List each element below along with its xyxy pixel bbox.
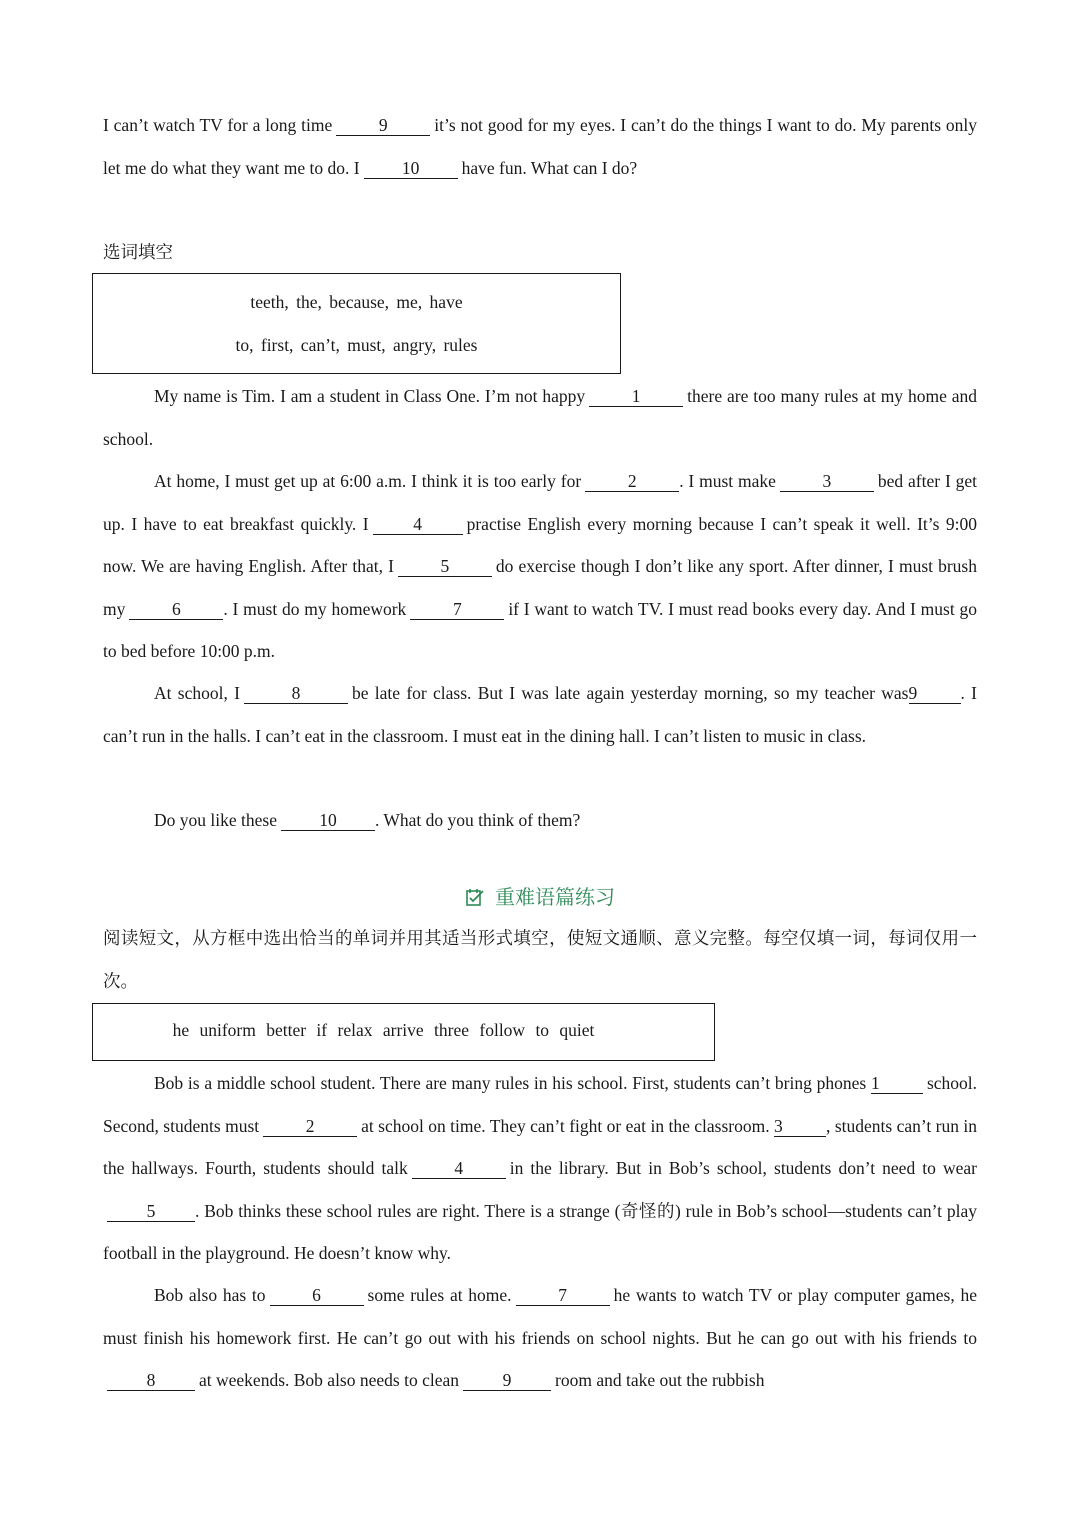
word-box-words: he uniform better if relax arrive three follow to quiet [172,1020,595,1040]
blank-7[interactable]: 7 [410,599,504,620]
blank-5[interactable]: 5 [107,1201,195,1222]
section-a-paragraph [103,104,977,189]
text: school. Second, students must [103,1073,978,1136]
blank-9[interactable]: 9 [463,1370,551,1391]
section-heading [0,882,1080,912]
blank-1[interactable]: 1 [589,386,683,407]
blank-4[interactable]: 4 [412,1158,506,1179]
blank-10[interactable]: 10 [364,158,458,179]
text: Do you like these [154,810,277,830]
text: some rules at home. [367,1285,512,1305]
text: do exercise though I don’t like any sport. After dinner, I must brush my [103,556,977,619]
text: At home, I must get up at 6:00 a.m. I think it is too early for [154,471,582,491]
text: . I must make [679,471,776,491]
blank-6[interactable]: 6 [129,599,223,620]
blank-2[interactable]: 2 [263,1116,357,1137]
text: have fun. What can I do? [461,157,638,178]
blank-3[interactable]: 3 [780,471,874,492]
blank-8[interactable]: 8 [107,1370,195,1391]
text: . Bob thinks these school rules are right. There is a strange (奇怪的) rule in Bob’s school—students can’t play football in the playground. He doesn’t know why. [103,1200,977,1263]
blank-4[interactable]: 4 [373,514,463,535]
section-c-paragraph-1 [103,1062,977,1275]
blank-9[interactable]: 9 [909,683,961,704]
word-box-c [92,1003,715,1061]
section-c-paragraph-2 [103,1274,977,1402]
text: At school, I [154,683,240,703]
section-b-paragraph-3 [103,672,977,757]
text: practise English every morning because I can’t speak it well. It’s 9:00 now. We are having English. After that, I [103,513,978,576]
text: it’s not good for my eyes. I can’t do the things I want to do. My parents only let me do what they want me to do. I [103,115,977,178]
notebook-check-icon [465,887,485,907]
word-box-row-1: teeth, the, because, me, have [250,292,463,312]
text: I can’t watch TV for a long time [103,115,333,135]
text: room and take out the rubbish [555,1370,765,1390]
text: . I can’t run in the halls. I can’t eat in the classroom. I must eat in the dining hall. I can’t listen to music in class. [103,683,977,746]
blank-1[interactable]: 1 [871,1073,923,1094]
section-b-paragraph-1 [103,375,977,460]
text: . I must do my homework [223,598,407,619]
text: he wants to watch TV or play computer games, he must finish his homework first. He can’t go out with his friends on school nights. But he can go out with his friends to [103,1285,977,1348]
section-heading-text: 重难语篇练习 [495,885,615,909]
blank-8[interactable]: 8 [244,683,348,704]
word-box-b [92,273,621,374]
blank-3[interactable]: 3 [774,1116,826,1137]
text: . What do you think of them? [374,810,581,830]
text: , students can’t run in the hallways. Fourth, students should talk [103,1115,978,1178]
text: Bob is a middle school student. There are many rules in his school. First, students can’t bring phones [154,1073,867,1093]
text: be late for class. But I was late again yesterday morning, so my teacher was [351,683,909,703]
section-b-paragraph-2 [103,460,977,673]
blank-7[interactable]: 7 [516,1285,610,1306]
text: if I want to watch TV. I must read books every day. And I must go to bed before 10:00 p.m. [103,598,978,661]
text: bed after I get up. I have to eat breakfast quickly. I [103,471,978,534]
text: there are too many rules at my home and school. [103,386,977,449]
section-c-instruction: 阅读短文，从方框中选出恰当的单词并用其适当形式填空，使短文通顺、意义完整。每空仅填一词，每词仅用一次。 [103,928,977,991]
word-box-row-2: to, first, can’t, must, angry, rules [235,335,478,355]
blank-5[interactable]: 5 [398,556,492,577]
text: at school on time. They can’t fight or eat in the classroom. [361,1115,770,1136]
text: in the library. But in Bob’s school, students don’t need to wear [509,1158,977,1178]
text: Bob also has to [154,1285,266,1305]
blank-9[interactable]: 9 [336,115,430,136]
section-b-label: 选词填空 [103,242,173,262]
blank-6[interactable]: 6 [270,1285,364,1306]
text: at weekends. Bob also needs to clean [199,1370,459,1390]
blank-10[interactable]: 10 [281,810,375,831]
section-b-paragraph-4 [103,799,977,842]
blank-2[interactable]: 2 [585,471,679,492]
text: My name is Tim. I am a student in Class One. I’m not happy [154,386,586,406]
